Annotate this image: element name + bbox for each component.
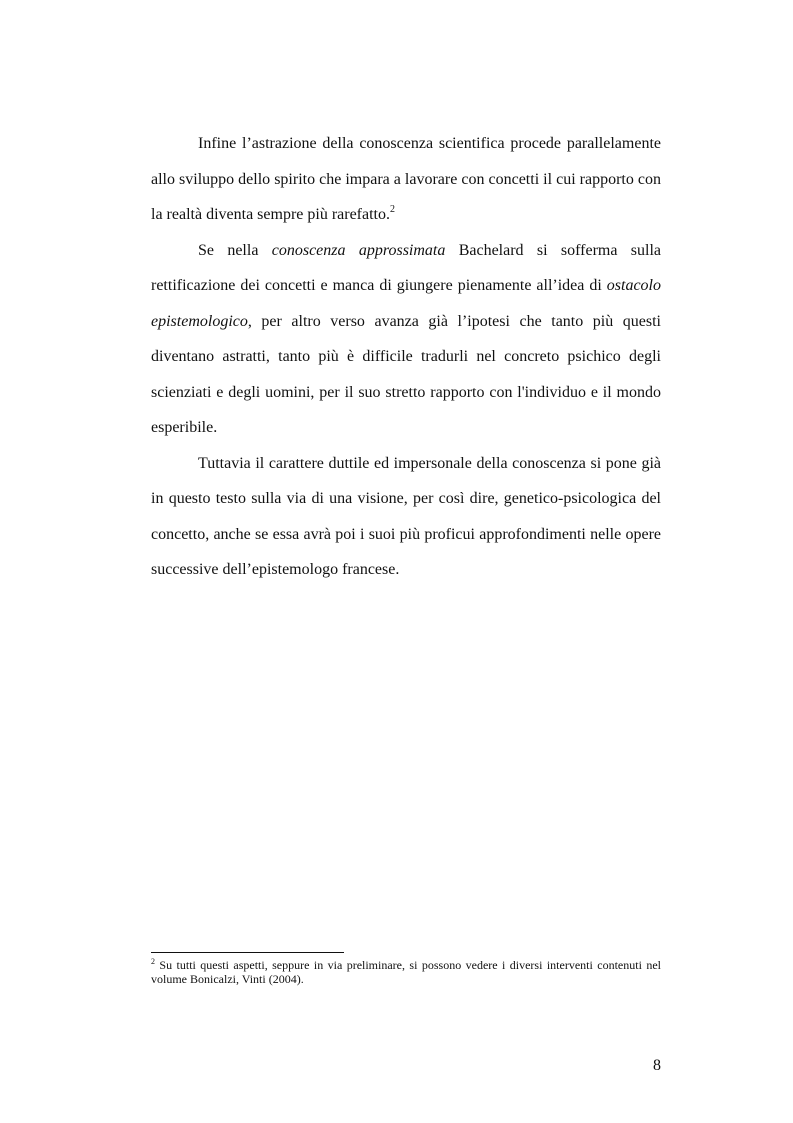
paragraph-1	[151, 126, 661, 233]
italic-term-ostacolo-epistemologico: ostacolo epistemologico	[151, 277, 661, 330]
main-text	[151, 126, 661, 588]
footnote-number: 2	[151, 957, 155, 966]
paragraph-2-text-c: , per altro verso avanza già l’ipotesi che tanto più questi diventano astratti, tanto più è difficile tradurli nel concreto psichico degli scienziati e degli uomini, per il suo stretto rapporto con l'individuo e il mondo esperibile.	[151, 312, 661, 436]
italic-term-conoscenza-approssimata: conoscenza approssimata	[271, 241, 446, 259]
paragraph-2	[151, 233, 661, 446]
footnote-reference[interactable]: 2	[390, 204, 395, 215]
footnote-separator	[151, 952, 344, 953]
footnote	[151, 958, 661, 986]
paragraph-2-text-b: Bachelard si sofferma sulla rettificazione dei concetti e manca di giungere pienamente all’idea di	[151, 241, 661, 294]
paragraph-3	[151, 446, 661, 588]
page-number: 8	[653, 1057, 661, 1074]
paragraph-2-text-a: Se nella	[198, 241, 272, 259]
paragraph-3-text: Tuttavia il carattere duttile ed impersonale della conoscenza si pone già in questo testo sulla via di una visione, per così dire, genetico-psicologica del concetto, anche se essa avrà poi i suoi più proficui approfondimenti nelle opere successive dell’epistemologo francese.	[151, 454, 661, 578]
paragraph-1-text: Infine l’astrazione della conoscenza scientifica procede parallelamente allo sviluppo dello spirito che impara a lavorare con concetti il cui rapporto con la realtà diventa sempre più rarefatto.	[151, 135, 661, 223]
footnote-text: Su tutti questi aspetti, seppure in via preliminare, si possono vedere i diversi interventi contenuti nel volume Bonicalzi, Vinti (2004).	[151, 958, 661, 986]
